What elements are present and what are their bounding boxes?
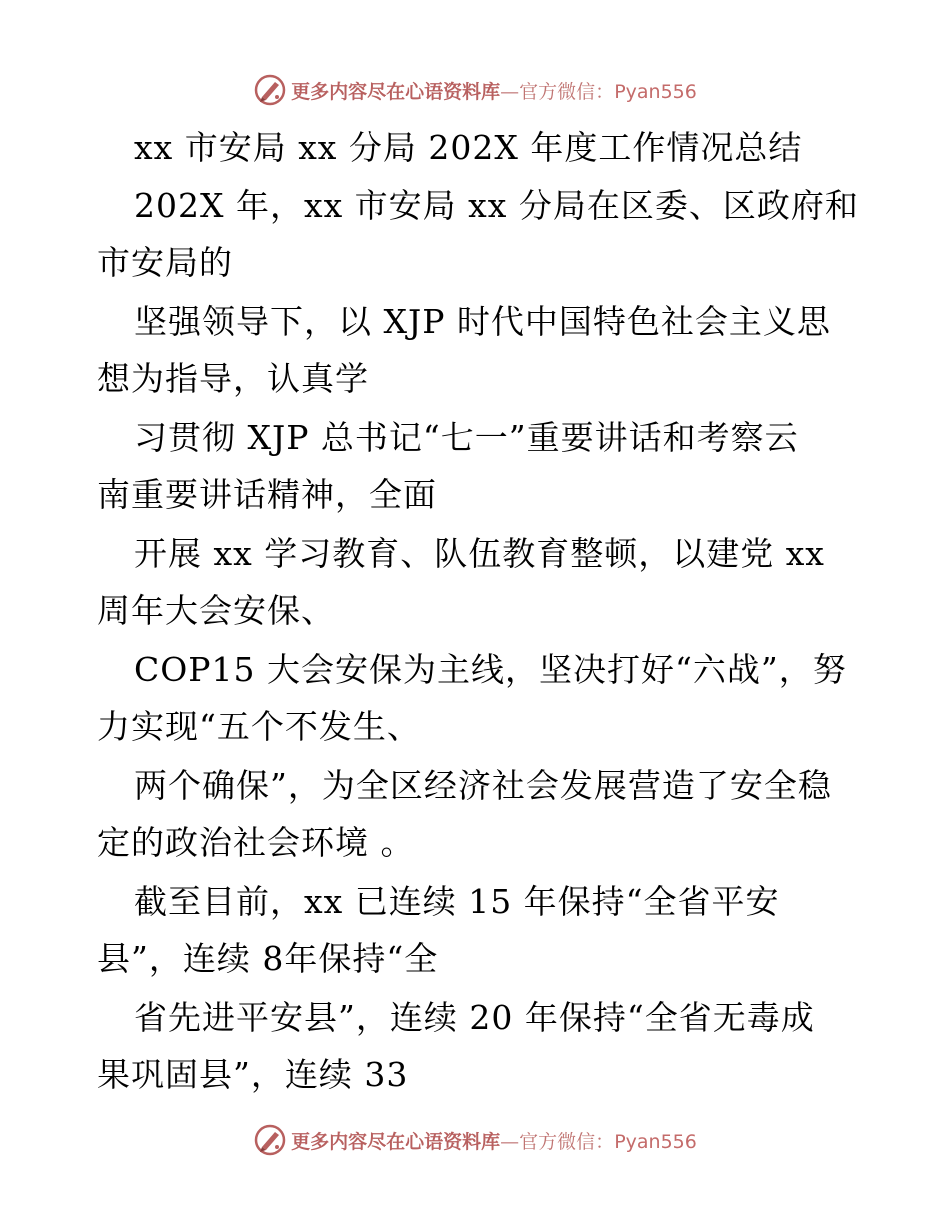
paragraph-line: 力实现“五个不发生、 (97, 707, 421, 746)
paragraph-line: COP15 大会安保为主线，坚决打好“六战”，努 (134, 650, 847, 689)
watermark-wechat-id: Pyan556 (614, 1130, 697, 1153)
paragraph-line: 周年大会安保、 (97, 591, 335, 630)
paragraph-line: 开展 xx 学习教育、队伍教育整顿，以建党 xx (134, 534, 825, 573)
paragraph-line: 习贯彻 XJP 总书记“七一”重要讲话和考察云 (134, 418, 799, 457)
watermark-wechat-label: 官方微信： (519, 80, 615, 103)
paragraph-line: 县”，连续 8年保持“全 (97, 939, 439, 978)
paragraph-line: 想为指导，认真学 (97, 359, 369, 398)
paragraph-line: 省先进平安县”，连续 20 年保持“全省无毒成 (134, 998, 815, 1037)
watermark-main: 更多内容尽在心语资料库 (291, 1130, 501, 1153)
paragraph-line: 果巩固县”，连续 33 (97, 1055, 409, 1094)
paragraph-line: 定的政治社会环境 。 (97, 823, 415, 862)
document-title: xx 市安局 xx 分局 202X 年度工作情况总结 (134, 128, 803, 167)
paragraph-line: 截至目前，xx 已连续 15 年保持“全省平安 (134, 882, 780, 921)
watermark-separator: — (500, 80, 520, 103)
pen-seal-logo-icon (253, 1123, 287, 1157)
paragraph-line: 南重要讲话精神，全面 (97, 475, 437, 514)
watermark-wechat-label: 官方微信： (519, 1130, 615, 1153)
paragraph-line: 202X 年，xx 市安局 xx 分局在区委、区政府和 (134, 186, 859, 225)
paragraph-line: 市安局的 (97, 243, 233, 282)
paragraph-line: 两个确保”，为全区经济社会发展营造了安全稳 (134, 766, 832, 805)
watermark-banner-bottom (0, 1120, 950, 1160)
watermark-main: 更多内容尽在心语资料库 (291, 80, 501, 103)
paragraph-line: 坚强领导下，以 XJP 时代中国特色社会主义思 (134, 302, 831, 341)
watermark-text (291, 1127, 697, 1154)
watermark-separator: — (500, 1130, 520, 1153)
watermark-wechat-id: Pyan556 (614, 80, 697, 103)
